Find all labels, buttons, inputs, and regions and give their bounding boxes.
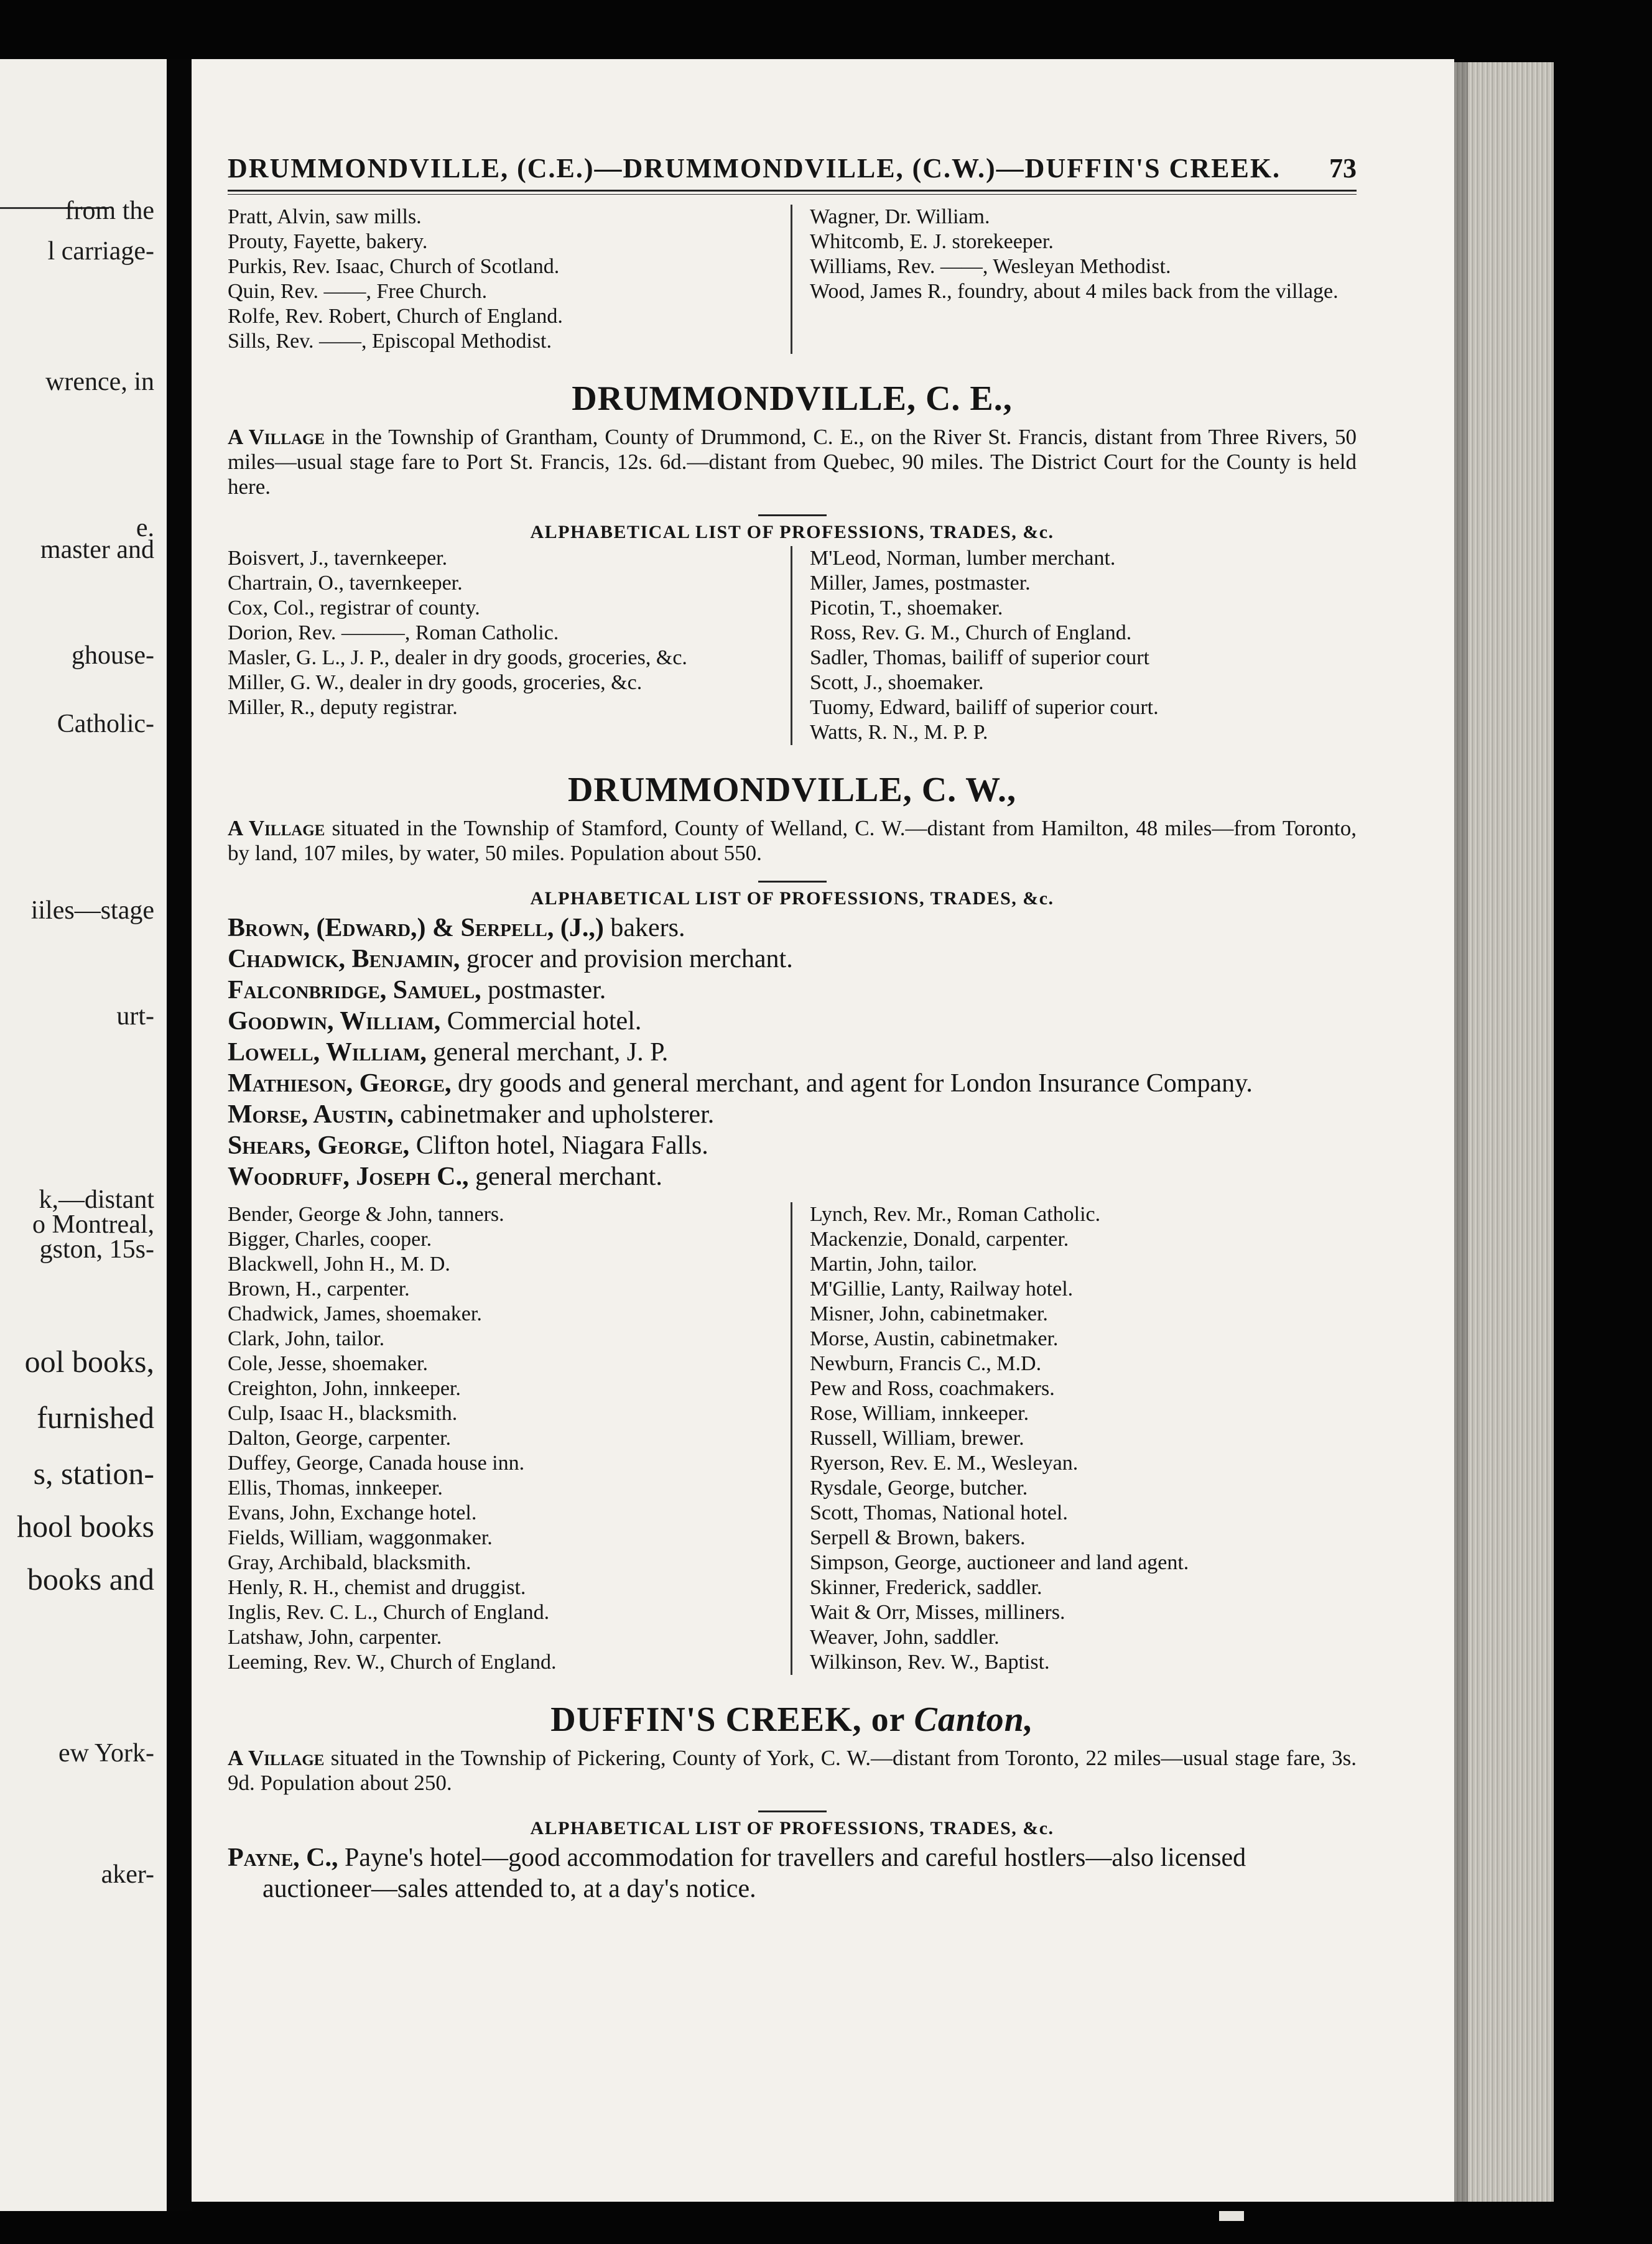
featured-entry — [228, 912, 1357, 944]
list-entry: Morse, Austin, cabinetmaker. — [810, 1327, 1059, 1350]
list-entry: Newburn, Francis C., M.D. — [810, 1352, 1042, 1375]
list-entry: Blackwell, John H., M. D. — [228, 1253, 450, 1276]
list-entry: Mackenzie, Donald, carpenter. — [810, 1228, 1069, 1251]
facing-page-text: ool books, — [24, 1344, 154, 1379]
entry-name: Brown, (Edward,) & Serpell, (J.,) — [228, 914, 604, 942]
list-entry: Clark, John, tailor. — [228, 1327, 385, 1350]
facing-page-text: Catholic- — [57, 710, 154, 738]
place-title-drummondville-ce: DRUMMONDVILLE, C. E., — [572, 379, 1013, 418]
list-entry: Bigger, Charles, cooper. — [228, 1228, 432, 1251]
list-entry: Watts, R. N., M. P. P. — [810, 721, 988, 744]
entry-detail: postmaster. — [481, 976, 606, 1004]
featured-entry — [228, 1006, 1357, 1037]
list-entry: Miller, G. W., dealer in dry goods, groceries, &c. — [228, 671, 643, 694]
trades-list-right — [791, 546, 1357, 745]
list-entry: Purkis, Rev. Isaac, Church of Scotland. — [228, 255, 560, 278]
facing-page-text: s, station- — [33, 1456, 154, 1491]
page-number: 73 — [1329, 153, 1357, 183]
featured-entries-drummondville-cw — [228, 912, 1357, 1192]
list-entry: Culp, Isaac H., blacksmith. — [228, 1402, 458, 1425]
list-entry: Miller, R., deputy registrar. — [228, 696, 458, 719]
list-entry: M'Leod, Norman, lumber merchant. — [810, 547, 1116, 570]
entry-name: Goodwin, William, — [228, 1007, 441, 1036]
trades-list-drummondville-cw — [228, 1202, 1357, 1675]
village-lead: A Village — [228, 425, 325, 449]
facing-page-text: aker- — [101, 1860, 154, 1889]
place-description-drummondville-ce — [228, 425, 1357, 499]
list-entry: Ryerson, Rev. E. M., Wesleyan. — [810, 1452, 1079, 1475]
head-rule — [228, 190, 1357, 195]
list-entry: Brown, H., carpenter. — [228, 1277, 410, 1300]
entry-detail: bakers. — [603, 914, 685, 942]
facing-page-text: o Montreal, — [32, 1210, 154, 1239]
list-entry: Evans, John, Exchange hotel. — [228, 1501, 477, 1524]
list-entry: Latshaw, John, carpenter. — [228, 1626, 442, 1649]
facing-page-text: hool books — [17, 1509, 154, 1544]
village-lead: A Village — [228, 816, 325, 840]
list-entry: Ellis, Thomas, innkeeper. — [228, 1477, 443, 1500]
featured-entry — [228, 1130, 1357, 1161]
list-entry: Whitcomb, E. J. storekeeper. — [810, 230, 1054, 253]
list-entry: Inglis, Rev. C. L., Church of England. — [228, 1601, 550, 1624]
list-heading: ALPHABETICAL LIST OF PROFESSIONS, TRADES, &c. — [228, 1810, 1357, 1840]
list-entry: Sadler, Thomas, bailiff of superior court — [810, 646, 1149, 669]
description-text: situated in the Township of Stamford, County of Welland, C. W.—distant from Hamilton, 48 miles—from Toronto, by land, 107 miles, by water, 50 miles. Population about 550. — [228, 816, 1357, 865]
featured-entry — [228, 1037, 1357, 1068]
featured-entry — [228, 1161, 1357, 1192]
list-entry: Leeming, Rev. W., Church of England. — [228, 1651, 557, 1674]
list-entry: Cole, Jesse, shoemaker. — [228, 1352, 428, 1375]
list-entry: Pew and Ross, coachmakers. — [810, 1377, 1055, 1400]
spacer — [228, 1192, 1357, 1202]
page-fore-edge — [1454, 62, 1554, 2202]
facing-page-text: e. — [136, 514, 154, 542]
list-entry: Quin, Rev. ——, Free Church. — [228, 280, 488, 303]
place-title-alt: Canton, — [914, 1700, 1034, 1739]
list-entry: Chartrain, O., tavernkeeper. — [228, 572, 463, 595]
entry-name: Falconbridge, Samuel, — [228, 976, 481, 1004]
list-entry: Skinner, Frederick, saddler. — [810, 1576, 1042, 1599]
facing-page-text: wrence, in — [45, 368, 154, 396]
place-title-duffins-creek — [228, 1700, 1357, 1740]
facing-page-text: ghouse- — [72, 641, 154, 670]
list-entry: Weaver, John, saddler. — [810, 1626, 1000, 1649]
page-content — [228, 152, 1357, 1904]
facing-page-text: gston, 15s- — [39, 1235, 154, 1264]
list-entry: Martin, John, tailor. — [810, 1253, 978, 1276]
trades-list-left — [228, 546, 791, 745]
list-entry: Rolfe, Rev. Robert, Church of England. — [228, 305, 563, 328]
list-entry: Simpson, George, auctioneer and land agent. — [810, 1551, 1189, 1574]
featured-entry — [228, 944, 1357, 975]
list-entry: Chadwick, James, shoemaker. — [228, 1302, 482, 1325]
list-entry: M'Gillie, Lanty, Railway hotel. — [810, 1277, 1074, 1300]
entry-detail: general merchant, J. P. — [426, 1038, 669, 1067]
trades-list-left — [228, 1202, 791, 1675]
list-entry: Dorion, Rev. ———, Roman Catholic. — [228, 621, 559, 644]
scan-mark — [1219, 2211, 1244, 2221]
entry-detail: cabinetmaker and upholsterer. — [393, 1100, 715, 1129]
list-heading: ALPHABETICAL LIST OF PROFESSIONS, TRADES, &c. — [228, 514, 1357, 544]
list-entry: Wilkinson, Rev. W., Baptist. — [810, 1651, 1050, 1674]
list-entry: Ross, Rev. G. M., Church of England. — [810, 621, 1132, 644]
list-entry: Serpell & Brown, bakers. — [810, 1526, 1026, 1549]
entry-name: Mathieson, George, — [228, 1069, 452, 1098]
list-entry: Scott, J., shoemaker. — [810, 671, 984, 694]
facing-page-text: from the — [65, 197, 154, 225]
entry-name: Shears, George, — [228, 1131, 410, 1160]
list-entry: Creighton, John, innkeeper. — [228, 1377, 461, 1400]
entry-detail: Payne's hotel—good accommodation for travellers and careful hostlers—also licensed auctioneer—sales attended to, at a day's notice. — [262, 1843, 1246, 1903]
facing-page-text: l carriage- — [47, 237, 154, 266]
description-text: in the Township of Grantham, County of Drummond, C. E., on the River St. Francis, distant from Three Rivers, 50 miles—usual stage fare to Port St. Francis, 12s. 6d.—distant from Quebec, 90 miles. The District Court for the County is held here. — [228, 425, 1357, 499]
trades-list-right — [791, 1202, 1357, 1675]
entry-detail: general merchant. — [468, 1162, 662, 1191]
list-entry: Gray, Archibald, blacksmith. — [228, 1551, 471, 1574]
list-entry: Tuomy, Edward, bailiff of superior court. — [810, 696, 1159, 719]
trades-list-drummondville-ce — [228, 546, 1357, 745]
featured-entry — [228, 1068, 1357, 1099]
list-entry: Duffey, George, Canada house inn. — [228, 1452, 525, 1475]
list-entry: Scott, Thomas, National hotel. — [810, 1501, 1068, 1524]
facing-page-text: master and — [40, 536, 154, 564]
list-entry: Masler, G. L., J. P., dealer in dry goods, groceries, &c. — [228, 646, 687, 669]
list-entry: Lynch, Rev. Mr., Roman Catholic. — [810, 1203, 1101, 1226]
list-entry: Wood, James R., foundry, about 4 miles back from the village. — [810, 280, 1339, 303]
list-entry: Williams, Rev. ——, Wesleyan Methodist. — [810, 255, 1171, 278]
place-description-duffins-creek — [228, 1746, 1357, 1796]
list-entry: Sills, Rev. ——, Episcopal Methodist. — [228, 330, 552, 353]
book-gutter — [167, 59, 192, 2211]
list-entry: Rysdale, George, butcher. — [810, 1477, 1028, 1500]
list-entry: Fields, William, waggonmaker. — [228, 1526, 493, 1549]
facing-page-text: ew York- — [58, 1739, 154, 1768]
list-entry: Henly, R. H., chemist and druggist. — [228, 1576, 526, 1599]
running-head — [228, 152, 1357, 185]
list-entry: Misner, John, cabinetmaker. — [810, 1302, 1048, 1325]
facing-page-text: books and — [27, 1562, 154, 1597]
entry-name: Chadwick, Benjamin, — [228, 945, 460, 973]
list-heading: ALPHABETICAL LIST OF PROFESSIONS, TRADES, &c. — [228, 881, 1357, 910]
featured-entry — [228, 1099, 1357, 1130]
featured-entries-duffins-creek — [228, 1842, 1357, 1904]
entry-detail: Commercial hotel. — [440, 1007, 642, 1036]
facing-page-fragment — [0, 59, 167, 2211]
facing-page-text: urt- — [116, 1002, 154, 1031]
page-edge-shadow — [1454, 62, 1468, 2202]
running-head-title: DRUMMONDVILLE, (C.E.)—DRUMMONDVILLE, (C.W.)—DUFFIN'S CREEK. — [228, 153, 1281, 183]
list-entry: Wagner, Dr. William. — [810, 205, 990, 228]
list-entry: Miller, James, postmaster. — [810, 572, 1031, 595]
list-entry: Cox, Col., registrar of county. — [228, 596, 480, 619]
featured-entry — [228, 975, 1357, 1006]
continued-list-right — [791, 205, 1357, 354]
description-text: situated in the Township of Pickering, County of York, C. W.—distant from Toronto, 22 miles—usual stage fare, 3s. 9d. Population about 250. — [228, 1746, 1357, 1795]
entry-name: Morse, Austin, — [228, 1100, 394, 1129]
entry-detail: Clifton hotel, Niagara Falls. — [409, 1131, 708, 1160]
list-entry: Picotin, T., shoemaker. — [810, 596, 1003, 619]
list-entry: Wait & Orr, Misses, milliners. — [810, 1601, 1065, 1624]
entry-detail: grocer and provision merchant. — [460, 945, 793, 973]
continued-list-left — [228, 205, 791, 354]
facing-page-text: iiles—stage — [30, 896, 154, 925]
continued-list — [228, 205, 1357, 354]
featured-entry — [228, 1842, 1357, 1904]
list-entry: Dalton, George, carpenter. — [228, 1427, 452, 1450]
facing-page-text: k,—distant — [39, 1185, 154, 1214]
list-entry: Bender, George & John, tanners. — [228, 1203, 504, 1226]
list-entry: Boisvert, J., tavernkeeper. — [228, 547, 448, 570]
facing-page-text: furnished — [37, 1400, 154, 1435]
place-description-drummondville-cw — [228, 816, 1357, 866]
entry-detail: dry goods and general merchant, and agent for London Insurance Company. — [451, 1069, 1253, 1098]
village-lead: A Village — [228, 1746, 325, 1770]
entry-name: Lowell, William, — [228, 1038, 427, 1067]
place-title-drummondville-cw: DRUMMONDVILLE, C. W., — [567, 771, 1017, 809]
list-entry: Prouty, Fayette, bakery. — [228, 230, 428, 253]
place-title-main: DUFFIN'S CREEK, or — [550, 1700, 905, 1739]
directory-page — [192, 59, 1454, 2202]
entry-name: Woodruff, Joseph C., — [228, 1162, 469, 1191]
list-entry: Russell, William, brewer. — [810, 1427, 1024, 1450]
entry-name: Payne, C., — [228, 1843, 338, 1872]
list-entry: Pratt, Alvin, saw mills. — [228, 205, 422, 228]
list-entry: Rose, William, innkeeper. — [810, 1402, 1029, 1425]
